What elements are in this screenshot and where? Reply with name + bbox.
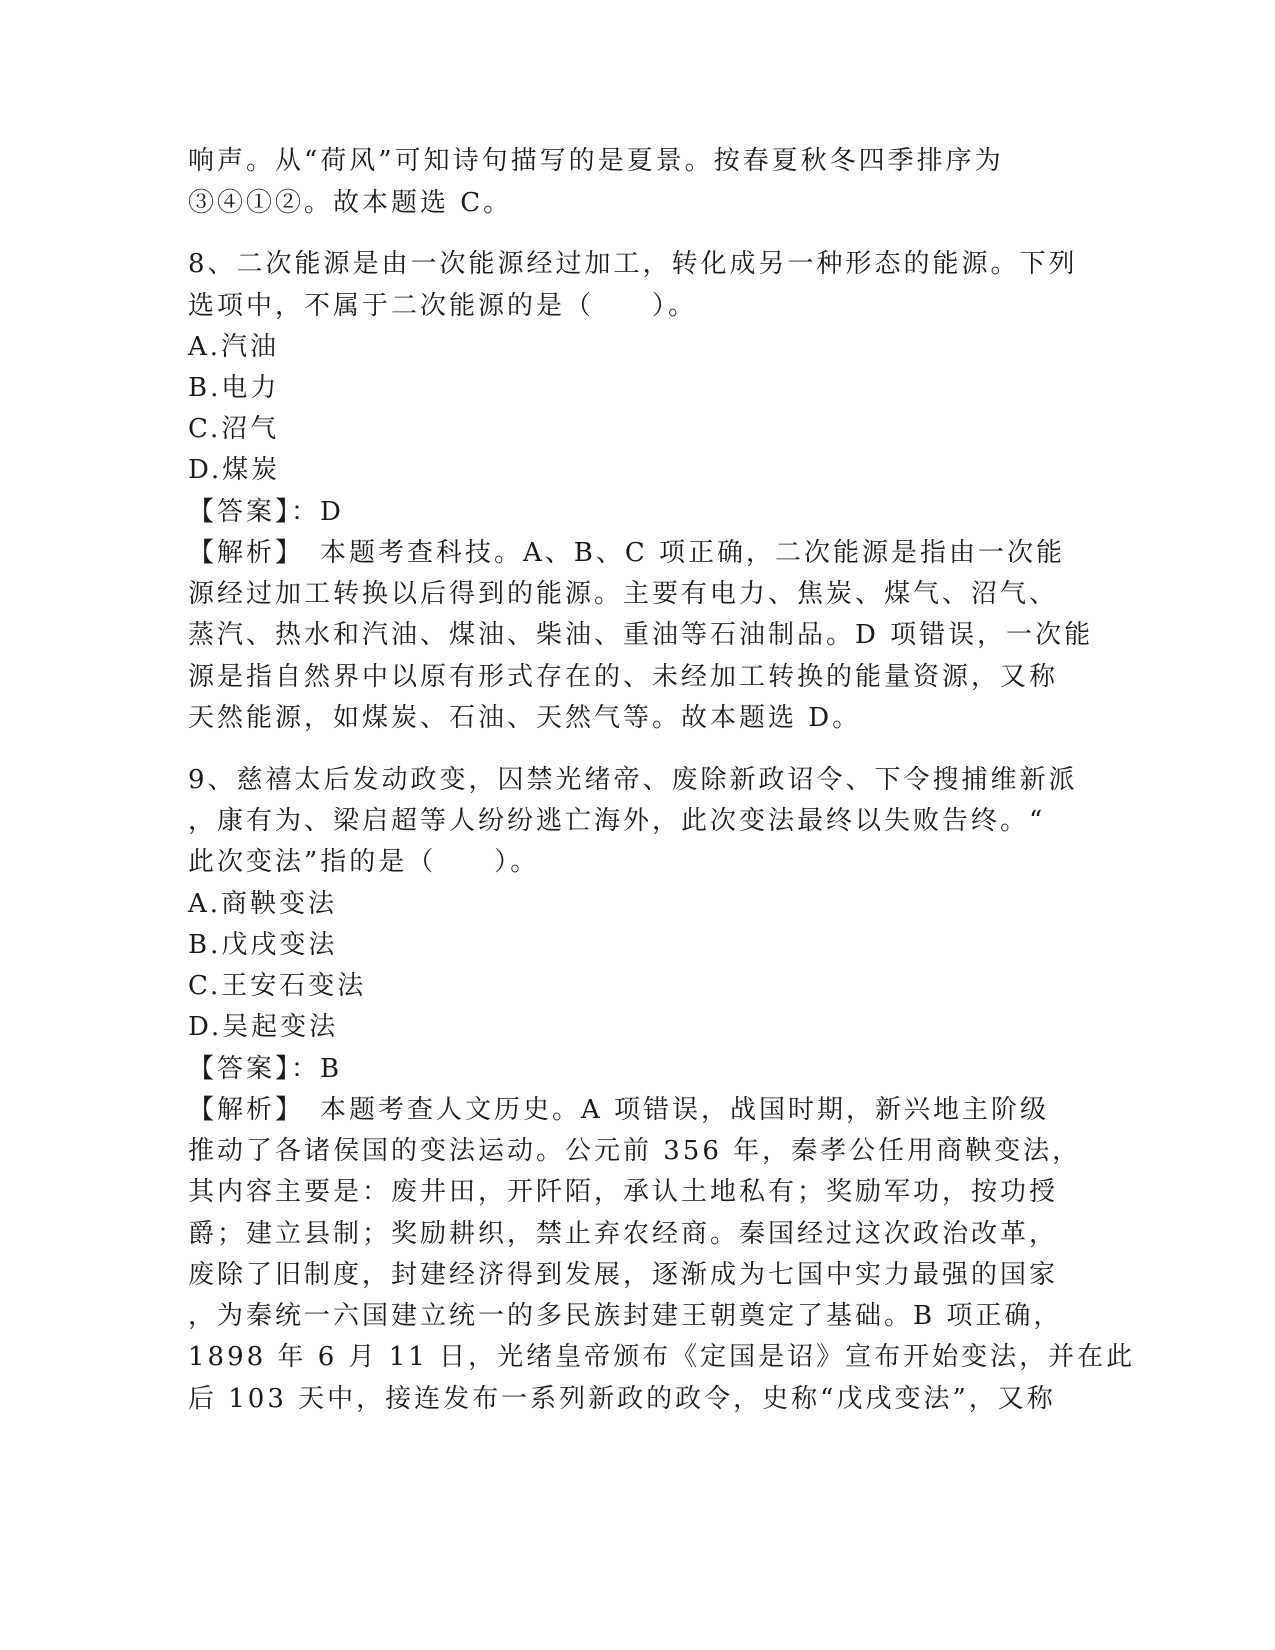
analysis-line: 后 103 天中，接连发布一系列新政的政令，史称“戊戌变法”，又称 bbox=[188, 1384, 1056, 1414]
analysis-line: 其内容主要是：废井田，开阡陌，承认土地私有；奖励军功，按功授 bbox=[188, 1177, 1059, 1207]
question-9-stem: ，康有为、梁启超等人纷纷逃亡海外，此次变法最终以失败告终。“ bbox=[188, 806, 1046, 836]
option-a: A.商鞅变法 bbox=[188, 889, 338, 919]
analysis-line: ，为秦统一六国建立统一的多民族封建王朝奠定了基础。B 项正确， bbox=[188, 1301, 1063, 1331]
analysis-line: 源经过加工转换以后得到的能源。主要有电力、焦炭、煤气、沼气、 bbox=[188, 579, 1059, 609]
question-9-stem: 9、慈禧太后发动政变，囚禁光绪帝、废除新政诏令、下令搜捕维新派 bbox=[188, 765, 1078, 795]
question-9-stem: 此次变法”指的是（ ）。 bbox=[188, 847, 540, 877]
option-b: B.电力 bbox=[188, 373, 280, 403]
analysis-line: 【解析】 本题考查科技。A、B、C 项正确，二次能源是指由一次能 bbox=[188, 538, 1066, 568]
option-d: D.煤炭 bbox=[188, 455, 281, 485]
analysis-line: 天然能源，如煤炭、石油、天然气等。故本题选 D。 bbox=[188, 703, 862, 733]
text-line: 响声。从“荷风”可知诗句描写的是夏景。按春夏秋冬四季排序为 bbox=[188, 146, 1004, 176]
answer-line: 【答案】：B bbox=[188, 1054, 343, 1084]
analysis-line: 1898 年 6 月 11 日，光绪皇帝颁布《定国是诏》宣布开始变法，并在此 bbox=[188, 1342, 1136, 1372]
analysis-line: 爵；建立县制；奖励耕织，禁止弃农经商。秦国经过这次政治改革， bbox=[188, 1219, 1059, 1249]
question-8-stem: 8、二次能源是由一次能源经过加工，转化成另一种形态的能源。下列 bbox=[188, 249, 1078, 279]
option-c: C.沼气 bbox=[188, 414, 280, 444]
question-8-stem: 选项中，不属于二次能源的是（ ）。 bbox=[188, 291, 698, 321]
analysis-line: 蒸汽、热水和汽油、煤油、柴油、重油等石油制品。D 项错误，一次能 bbox=[188, 620, 1094, 650]
analysis-line: 废除了旧制度，封建经济得到发展，逐渐成为七国中实力最强的国家 bbox=[188, 1260, 1059, 1290]
option-d: D.吴起变法 bbox=[188, 1012, 339, 1042]
text-line: ③④①②。故本题选 C。 bbox=[188, 188, 513, 218]
option-a: A.汽油 bbox=[188, 332, 280, 362]
analysis-line: 【解析】 本题考查人文历史。A 项错误，战国时期，新兴地主阶级 bbox=[188, 1095, 1050, 1125]
option-b: B.戊戌变法 bbox=[188, 930, 338, 960]
analysis-line: 源是指自然界中以原有形式存在的、未经加工转换的能量资源，又称 bbox=[188, 662, 1059, 692]
option-c: C.王安石变法 bbox=[188, 971, 367, 1001]
analysis-line: 推动了各诸侯国的变法运动。公元前 356 年，秦孝公任用商鞅变法， bbox=[188, 1136, 1082, 1166]
answer-line: 【答案】：D bbox=[188, 497, 344, 527]
